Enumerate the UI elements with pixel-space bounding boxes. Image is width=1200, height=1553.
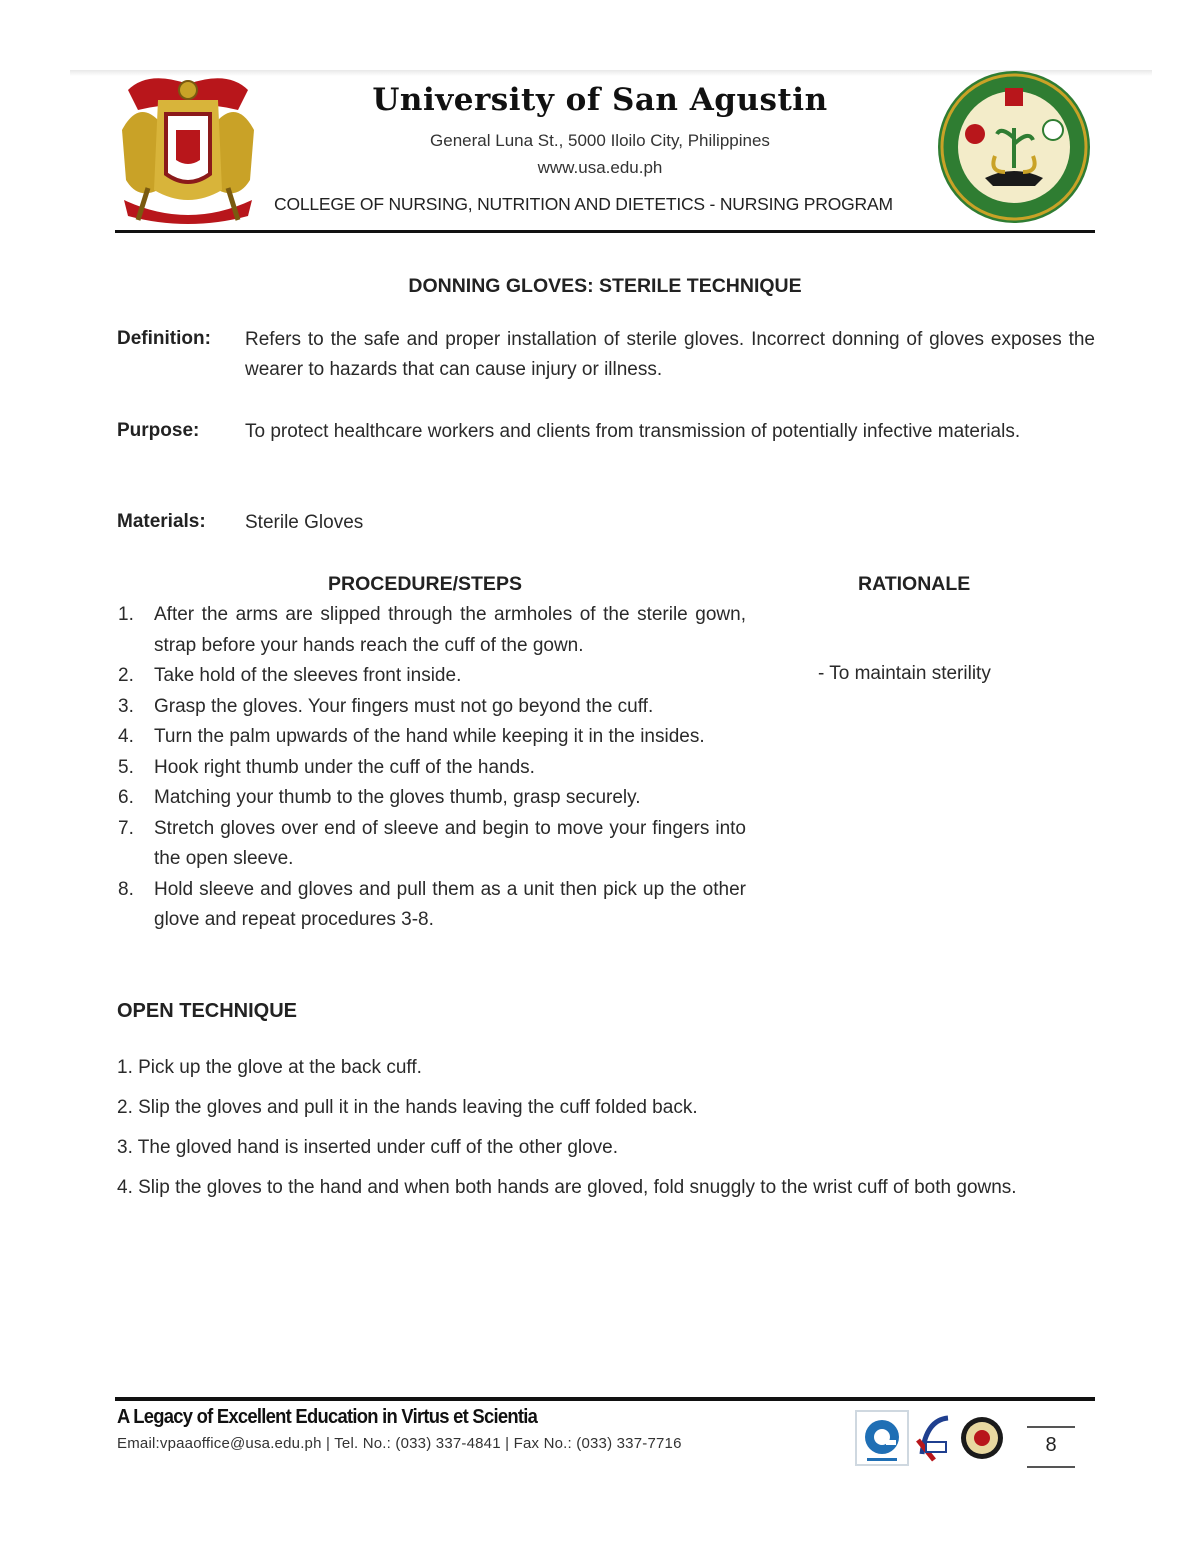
- university-website: www.usa.edu.ph: [537, 158, 663, 177]
- list-item: 8. Hold sleeve and gloves and pull them as a unit then pick up the other glove and repeat procedures 3-8.: [118, 878, 746, 930]
- definition-label: Definition:: [117, 328, 211, 349]
- list-item: 1. Pick up the glove at the back cuff.: [117, 1057, 422, 1078]
- list-item: 6. Matching your thumb to the gloves thumb, grasp securely.: [118, 787, 641, 808]
- nursing-college-seal-icon: [935, 68, 1093, 226]
- page-title: DONNING GLOVES: STERILE TECHNIQUE: [408, 275, 802, 297]
- list-item: 3. Grasp the gloves. Your fingers must not go beyond the cuff.: [118, 695, 654, 717]
- procedure-heading: PROCEDURE/STEPS: [328, 573, 522, 595]
- list-item: 7. Stretch gloves over end of sleeve and begin to move your fingers into the open sleeve.: [118, 817, 746, 869]
- footer-divider: [115, 1397, 1095, 1401]
- purpose-text: To protect healthcare workers and clients from transmission of potentially infective materials.: [245, 421, 1021, 442]
- list-item: 3. The gloved hand is inserted under cuff of the other glove.: [117, 1137, 619, 1158]
- purpose-label: Purpose:: [117, 420, 200, 441]
- university-name: University of San Agustin: [372, 82, 828, 118]
- rationale-heading: RATIONALE: [858, 573, 971, 595]
- footer-contact: Email:vpaaoffice@usa.edu.ph | Tel. No.: (033) 337-4841 | Fax No.: (033) 337-7716: [117, 1435, 682, 1452]
- seal-icon: [958, 1410, 1006, 1466]
- footer-tagline: A Legacy of Excellent Education in Virtus et Scientia: [117, 1406, 538, 1428]
- list-item: 1. After the arms are slipped through the armholes of the sterile gown, strap before your hands reach the cuff of the gown.: [118, 604, 746, 656]
- materials-label: Materials:: [117, 511, 206, 532]
- list-item: 2. Take hold of the sleeves front inside.: [118, 665, 462, 686]
- header-divider: [115, 230, 1095, 233]
- open-technique-heading: OPEN TECHNIQUE: [117, 1000, 298, 1022]
- list-item: 4. Slip the gloves to the hand and when both hands are gloved, fold snuggly to the wrist cuff of both gowns.: [117, 1177, 1017, 1198]
- college-name: COLLEGE OF NURSING, NUTRITION AND DIETETICS - NURSING PROGRAM: [274, 194, 893, 214]
- accreditation-icon: [912, 1410, 956, 1466]
- materials-text: Sterile Gloves: [245, 512, 364, 533]
- open-technique-list: [117, 1048, 1077, 1208]
- procedure-steps-list: [118, 600, 746, 936]
- page-number: 8: [1045, 1434, 1057, 1456]
- university-address: General Luna St., 5000 Iloilo City, Philippines: [430, 131, 770, 150]
- page-number-box: [1027, 1426, 1075, 1468]
- rationale-text: - To maintain sterility: [818, 663, 991, 684]
- university-crest-icon: [118, 70, 258, 228]
- list-item: 4. Turn the palm upwards of the hand while keeping it in the insides.: [118, 726, 705, 747]
- definition-text: Refers to the safe and proper installation of sterile gloves. Incorrect donning of gloves exposes the wearer to hazards that can cause injury or illness.: [245, 329, 1095, 380]
- iso-certification-icon: [855, 1410, 909, 1466]
- list-item: 2. Slip the gloves and pull it in the hands leaving the cuff folded back.: [117, 1097, 698, 1118]
- list-item: 5. Hook right thumb under the cuff of the hands.: [118, 756, 535, 778]
